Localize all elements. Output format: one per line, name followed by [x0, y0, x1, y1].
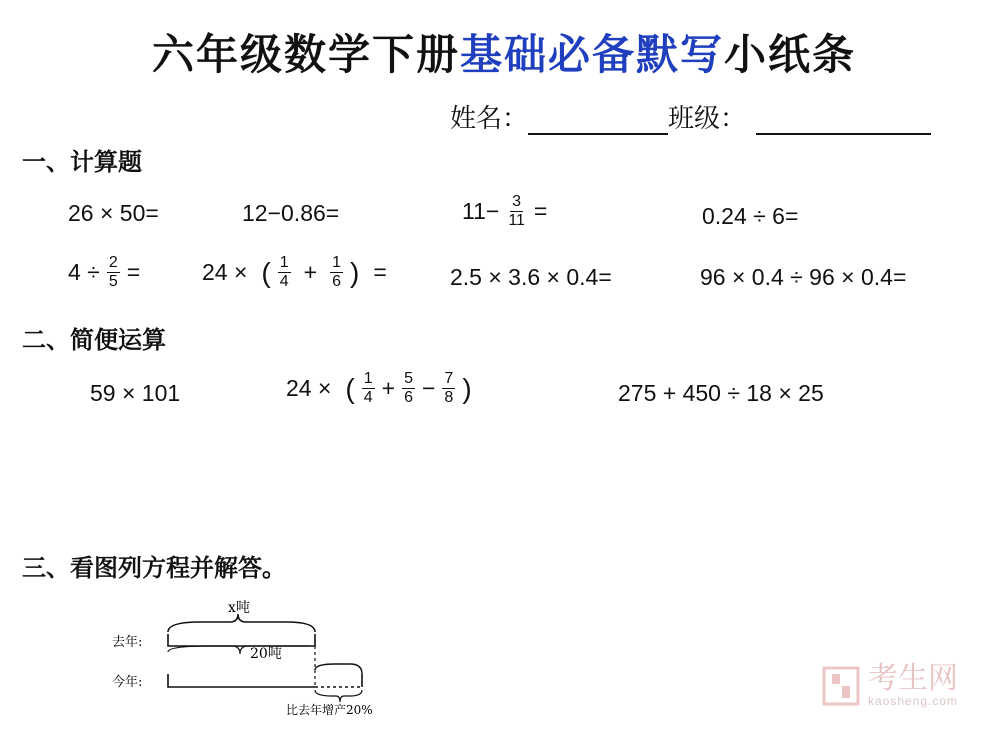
increase-label: 比去年增产20%	[286, 703, 373, 717]
increase-brace	[315, 690, 362, 702]
open-paren: (	[261, 256, 271, 288]
fraction-denominator: 5	[108, 273, 118, 290]
expr-1-1	[68, 200, 159, 227]
section-2-heading: 二、简便运算	[22, 326, 166, 354]
operator: +	[303, 259, 318, 285]
expr-text: 275 + 450 ÷ 18 × 25	[618, 380, 824, 406]
expr-prefix: 4 ÷	[68, 259, 100, 285]
close-paren: )	[349, 256, 360, 288]
fraction-denominator: 4	[279, 273, 289, 290]
kaosheng-logo-icon	[822, 666, 860, 706]
expr-text: 12−0.86=	[242, 200, 340, 226]
fraction-numerator: 2	[108, 254, 118, 271]
expr-1-2	[242, 200, 339, 227]
expr-prefix: 24 ×	[286, 375, 332, 401]
this-year-bar	[168, 674, 315, 687]
name-blank[interactable]	[528, 107, 668, 135]
fraction-numerator: 1	[332, 254, 341, 271]
expr-suffix: =	[373, 259, 387, 285]
fraction	[442, 370, 455, 407]
expr-suffix: =	[126, 259, 141, 285]
this-year-top-brace	[315, 664, 362, 674]
expr-prefix: 11−	[462, 198, 500, 224]
middle-label: 20吨	[250, 646, 282, 662]
operator: +	[381, 375, 396, 401]
fraction	[506, 193, 527, 230]
section-1-heading: 一、计算题	[22, 148, 142, 176]
fraction-denominator: 8	[444, 389, 454, 406]
fraction	[107, 254, 120, 291]
class-label: 班级：	[668, 104, 747, 134]
name-class-line	[450, 98, 931, 135]
expr-2-1	[68, 254, 140, 291]
page-title	[0, 22, 1008, 82]
watermark-text: 考生网	[868, 662, 958, 695]
expr-text: 96 × 0.4 ÷ 96 × 0.4=	[700, 264, 907, 290]
line-diagram	[110, 590, 430, 720]
class-blank[interactable]	[756, 107, 931, 135]
expr-text: 2.5 × 3.6 × 0.4=	[450, 264, 612, 290]
expr-prefix: 24 ×	[202, 259, 248, 285]
expr-2-3	[450, 264, 612, 291]
fraction-numerator: 7	[444, 370, 454, 387]
expr-text: 0.24 ÷ 6=	[702, 203, 799, 229]
middle-brace	[168, 646, 310, 654]
fraction	[402, 370, 415, 407]
expr-text: 59 × 101	[90, 380, 181, 406]
expr-text: 26 × 50=	[68, 200, 159, 226]
fraction-numerator: 5	[404, 370, 413, 387]
top-brace	[168, 614, 315, 632]
fraction-denominator: 6	[332, 273, 341, 290]
fraction	[330, 254, 343, 291]
last-year-bar	[168, 634, 315, 646]
fraction-denominator: 6	[404, 389, 413, 406]
close-paren: )	[462, 372, 472, 404]
expr-3-2	[286, 370, 472, 407]
last-year-label: 去年:	[112, 635, 143, 650]
expr-2-4	[700, 264, 906, 291]
fraction-numerator: 1	[363, 370, 373, 387]
fraction-denominator: 11	[508, 212, 525, 229]
expr-1-4	[702, 203, 798, 230]
expr-suffix: =	[533, 198, 548, 224]
expr-3-3	[618, 380, 824, 407]
title-part-1: 六年级数学下册	[151, 30, 460, 79]
expr-2-2	[202, 254, 387, 291]
watermark	[822, 664, 958, 708]
operator: −	[421, 375, 436, 401]
fraction	[278, 254, 291, 291]
name-label: 姓名：	[450, 104, 529, 134]
fraction-denominator: 4	[363, 389, 373, 406]
fraction-numerator: 1	[279, 254, 289, 271]
title-part-3: 小纸条	[724, 30, 857, 79]
section-3-heading: 三、看图列方程并解答。	[22, 554, 286, 582]
expr-3-1	[90, 380, 180, 407]
fraction-numerator: 3	[512, 193, 522, 210]
top-label: x吨	[228, 600, 250, 616]
fraction	[362, 370, 375, 407]
expr-1-3	[462, 193, 547, 230]
watermark-url: kaosheng.com	[868, 694, 959, 708]
title-part-2: 基础必备默写	[459, 30, 724, 79]
open-paren: (	[345, 372, 355, 404]
this-year-label: 今年:	[112, 675, 143, 690]
